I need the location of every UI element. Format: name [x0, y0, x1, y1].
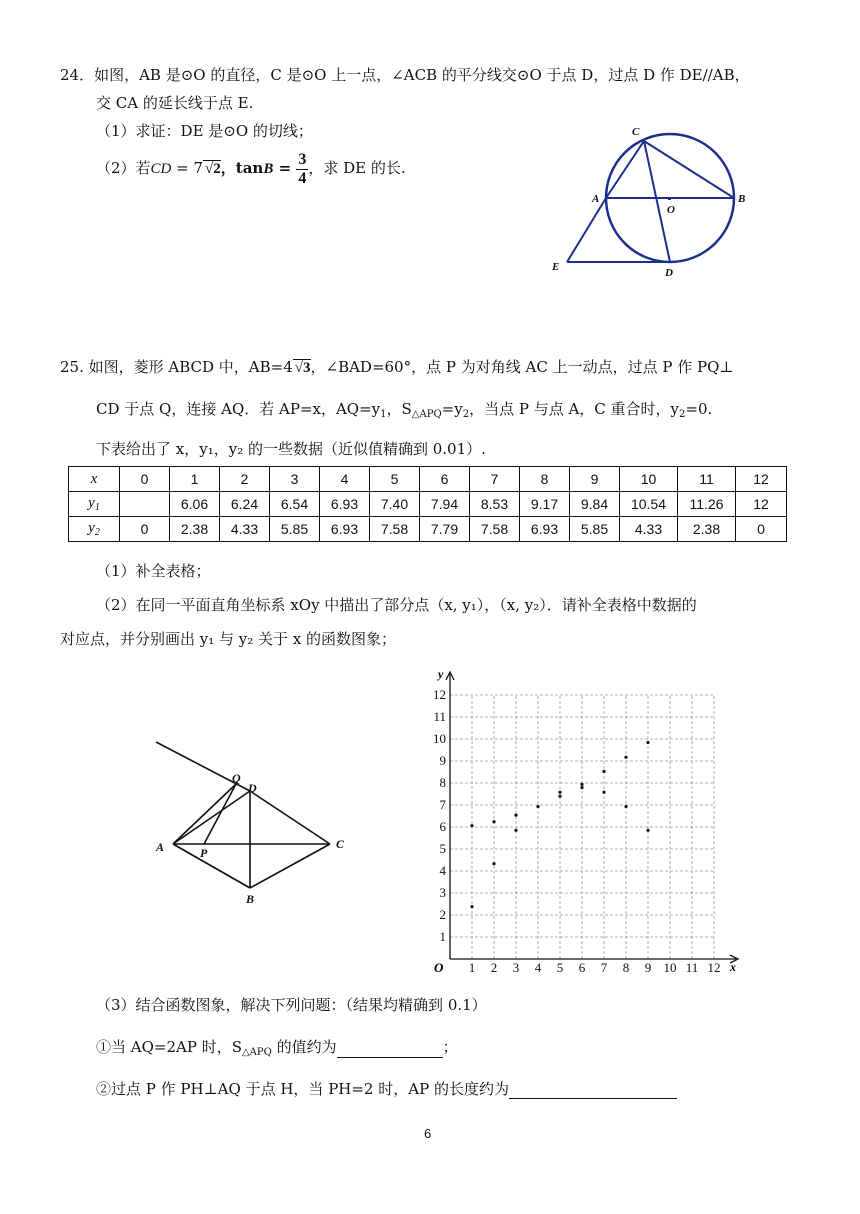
table-cell: 4 [320, 467, 370, 492]
q25-sub-q2 [96, 1078, 677, 1099]
y-tick-label: 1 [439, 929, 446, 944]
y1-sub: 1 [94, 502, 100, 513]
segment-cd [644, 141, 670, 262]
x-tick-label: 11 [685, 960, 699, 975]
tan-var: B [263, 161, 274, 177]
table-cell: 1 [170, 467, 220, 492]
data-point [514, 814, 517, 817]
table-cell: 9.17 [520, 492, 570, 517]
q25-line2-c: =y [441, 400, 463, 418]
table-cell: 2.38 [678, 517, 736, 542]
label-q: Q [232, 771, 241, 785]
y-tick-label: 5 [439, 841, 446, 856]
sub-q1-end: ； [442, 1038, 458, 1056]
frac-den: 4 [298, 169, 307, 187]
table-row-y1 [69, 492, 787, 517]
grid-lines [450, 695, 714, 959]
data-point [646, 741, 649, 744]
table-cell: 6 [420, 467, 470, 492]
data-point [580, 783, 583, 786]
label-p: P [200, 846, 208, 860]
table-row-x [69, 467, 787, 492]
table-cell: 6.24 [220, 492, 270, 517]
side-dc [250, 791, 330, 844]
sqrt-3-arg: 3 [303, 360, 311, 376]
fraction [296, 151, 308, 188]
table-cell: 9 [570, 467, 620, 492]
x-tick-label: 8 [622, 960, 630, 975]
q24-line1: 24．如图，AB 是⊙O 的直径，C 是⊙O 上一点，∠ACB 的平分线交⊙O 于点 D，过点 D 作 DE//AB， [60, 66, 750, 84]
table-cell: 7.40 [370, 492, 420, 517]
table-cell: 5.85 [570, 517, 620, 542]
data-point [470, 905, 473, 908]
segment-cb [644, 141, 734, 198]
label-a: A [592, 193, 600, 205]
x-tick-label: 7 [600, 960, 608, 975]
sqrt-3: √3 [294, 360, 311, 376]
data-point [536, 805, 539, 808]
answer-blank-2[interactable] [509, 1082, 677, 1099]
sub-2: 2 [462, 409, 470, 420]
side-cb [250, 844, 330, 888]
sqrt-2: √2 [205, 161, 221, 177]
x-tick-label: 5 [556, 960, 564, 975]
sqrt-arg: 2 [213, 161, 221, 177]
y2-var: y [88, 520, 95, 536]
data-table [68, 466, 787, 542]
rhombus-figure [148, 730, 358, 910]
table-cell: 5.85 [270, 517, 320, 542]
table-cell: 6.93 [520, 517, 570, 542]
data-point [602, 770, 605, 773]
data-point [492, 820, 495, 823]
q25-part3: （3）结合函数图象，解决下列问题：（结果均精确到 0.1） [96, 996, 487, 1014]
q25-sub-q1 [96, 1036, 458, 1058]
coordinate-plot [420, 660, 750, 980]
circle-figure [540, 120, 770, 290]
data-point [580, 786, 583, 789]
segment-aq [173, 784, 236, 844]
x-tick-label: 6 [578, 960, 586, 975]
q25-part2-line1: （2）在同一平面直角坐标系 xOy 中描出了部分点（x, y₁），（x, y₂）．请补全表格中数据的 [96, 596, 697, 614]
q25-line3: 下表给出了 x，y₁，y₂ 的一些数据（近似值精确到 0.01）. [96, 440, 486, 458]
table-cell: 7.58 [470, 517, 520, 542]
y2-sub: 2 [94, 527, 100, 538]
sub-1: 1 [380, 409, 387, 420]
table-cell: 12 [736, 467, 787, 492]
data-point [558, 791, 561, 794]
data-point [624, 756, 627, 759]
data-point [602, 791, 605, 794]
center-dot [668, 197, 671, 200]
y-tick-label: 6 [439, 819, 446, 834]
table-cell: 11 [678, 467, 736, 492]
sub-2b: 2 [679, 409, 686, 420]
x-tick-label: 4 [534, 960, 542, 975]
table-cell: 7.94 [420, 492, 470, 517]
y-tick-label: 2 [439, 907, 446, 922]
data-point [470, 824, 473, 827]
table-cell: 12 [736, 492, 787, 517]
y-tick-label: 12 [433, 687, 446, 702]
data-point [514, 829, 517, 832]
table-cell: 11.26 [678, 492, 736, 517]
table-cell: 7 [470, 467, 520, 492]
x-tick-label: 12 [707, 960, 721, 975]
data-point [558, 795, 561, 798]
x-tick-label: 1 [468, 960, 476, 975]
q25-line2-b: ，S [386, 400, 412, 418]
table-cell: 7.79 [420, 517, 470, 542]
data-point [492, 862, 495, 865]
label-d2: D [248, 781, 257, 795]
q24-part2-prefix: （2）若 [96, 159, 151, 177]
y-axis-label: y [438, 667, 444, 681]
table-cell: 6.93 [320, 517, 370, 542]
header-y1 [69, 492, 120, 517]
table-cell: 2 [220, 467, 270, 492]
table-cell: 8 [520, 467, 570, 492]
header-x: x [69, 467, 120, 492]
table-cell: 0 [120, 517, 170, 542]
table-cell: 3 [270, 467, 320, 492]
y-tick-label: 3 [439, 885, 446, 900]
q25-line1 [60, 356, 733, 377]
table-row-y2 [69, 517, 787, 542]
eq-sign: = 7 [171, 159, 204, 177]
axes [446, 672, 738, 963]
sub-q1-a: ①当 AQ=2AP 时，S [96, 1038, 242, 1056]
q24-part2 [96, 148, 406, 189]
cd-label: CD [150, 161, 172, 177]
q24-part1: （1）求证：DE 是⊙O 的切线； [96, 122, 313, 140]
x-tick-label: 10 [663, 960, 677, 975]
table-cell: 2.38 [170, 517, 220, 542]
table-cell: 10.54 [620, 492, 678, 517]
q25-line1-b: ，∠BAD=60°，点 P 为对角线 AC 上一动点，过点 P 作 PQ⊥ [310, 358, 734, 376]
table-cell: 5 [370, 467, 420, 492]
table-cell: 9.84 [570, 492, 620, 517]
tan-label: ，tan [220, 159, 264, 177]
side-ad [173, 791, 250, 844]
y-tick-label: 4 [439, 863, 446, 878]
label-b2: B [246, 892, 255, 906]
y-tick-label: 8 [439, 775, 446, 790]
y-tick-label: 11 [433, 709, 446, 724]
tan-eq: = [273, 159, 297, 177]
q25-line1-a: 25. 如图，菱形 ABCD 中，AB=4 [60, 358, 293, 376]
x-tick-label: 9 [644, 960, 652, 975]
table-cell: 10 [620, 467, 678, 492]
y-tick-label: 9 [439, 753, 446, 768]
x-tick-label: 3 [512, 960, 520, 975]
table-cell: 4.33 [620, 517, 678, 542]
label-a2: A [156, 840, 165, 854]
label-o: O [667, 204, 675, 216]
q24-part2-suffix: ，求 DE 的长. [308, 159, 406, 177]
table-cell: 0 [120, 467, 170, 492]
table-cell: 4.33 [220, 517, 270, 542]
table-cell: 6.54 [270, 492, 320, 517]
sub-q1-sub: △APQ [241, 1047, 272, 1058]
x-axis-label: x [730, 960, 736, 974]
q25-part1: （1）补全表格； [96, 562, 211, 580]
side-ba [173, 844, 250, 888]
q25-line2 [96, 398, 712, 420]
header-y2 [69, 517, 120, 542]
frac-num: 3 [298, 150, 307, 168]
label-e: E [552, 261, 560, 273]
data-point [646, 829, 649, 832]
segment-pq [204, 784, 236, 844]
answer-blank-1[interactable] [337, 1041, 443, 1058]
tick-labels [433, 687, 721, 975]
label-d: D [665, 267, 673, 279]
y-tick-label: 7 [439, 797, 446, 812]
label-c: C [632, 126, 640, 138]
page-number: 6 [424, 1126, 432, 1141]
q25-line2-d: ，当点 P 与点 A，C 重合时，y [469, 400, 680, 418]
y-tick-label: 10 [433, 731, 446, 746]
sub-q1-b: 的值约为 [271, 1038, 337, 1056]
table-cell [120, 492, 170, 517]
q25-line2-e: =0. [685, 400, 713, 418]
origin-label: O [434, 960, 444, 975]
x-tick-label: 2 [490, 960, 498, 975]
table-cell: 6.06 [170, 492, 220, 517]
table-cell: 8.53 [470, 492, 520, 517]
sub-q2-text: ②过点 P 作 PH⊥AQ 于点 H，当 PH=2 时，AP 的长度约为 [96, 1080, 509, 1098]
label-b: B [738, 193, 746, 205]
sub-apq: △APQ [411, 409, 442, 420]
data-point [624, 805, 627, 808]
table-cell: 0 [736, 517, 787, 542]
q25-line2-a: CD 于点 Q，连接 AQ．若 AP=x，AQ=y [96, 400, 381, 418]
q25-part2-line2: 对应点，并分别画出 y₁ 与 y₂ 关于 x 的函数图象； [60, 630, 397, 648]
table-cell: 7.58 [370, 517, 420, 542]
y1-var: y [88, 495, 95, 511]
label-c2: C [336, 837, 345, 851]
segment-ae [567, 198, 606, 262]
q24-line2: 交 CA 的延长线于点 E. [96, 94, 254, 112]
table-cell: 6.93 [320, 492, 370, 517]
